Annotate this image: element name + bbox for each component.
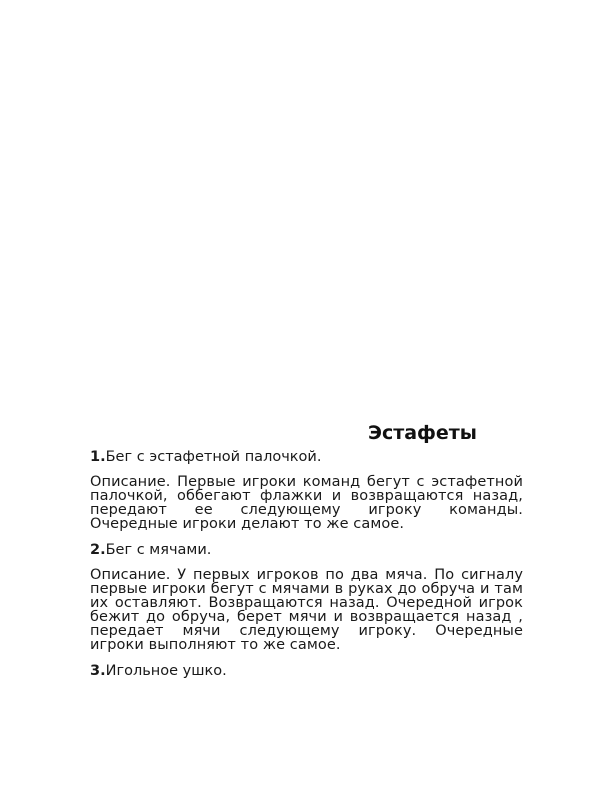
section-description-2: Описание. У первых игроков по два мяча. По сигналу первые игроки бегут с мячами в руках до обруча и там их оставляют. Возвращаются назад. Очередной игрок бежит до обруча, берет мячи и возвращается назад , передает мячи следующему игроку. Очередные игроки выполняют то же самое. bbox=[90, 567, 523, 653]
section-heading-1 bbox=[90, 448, 523, 466]
section-title-3: Игольное ушко. bbox=[105, 663, 227, 679]
section-title-1: Бег с эстафетной палочкой. bbox=[105, 449, 322, 465]
section-number-2: 2. bbox=[90, 542, 106, 558]
section-number-3: 3. bbox=[90, 663, 106, 679]
document-body bbox=[90, 448, 523, 689]
section-title-2: Бег с мячами. bbox=[105, 542, 212, 558]
section-heading-2 bbox=[90, 541, 523, 559]
page-title: Эстафеты bbox=[368, 422, 477, 444]
section-description-1: Описание. Первые игроки команд бегут с эстафетной палочкой, оббегают флажки и возвращаются назад, передают ее следующему игроку команды. Очередные игроки делают то же самое. bbox=[90, 474, 523, 532]
section-number-1: 1. bbox=[90, 449, 106, 465]
section-heading-3 bbox=[90, 662, 523, 680]
